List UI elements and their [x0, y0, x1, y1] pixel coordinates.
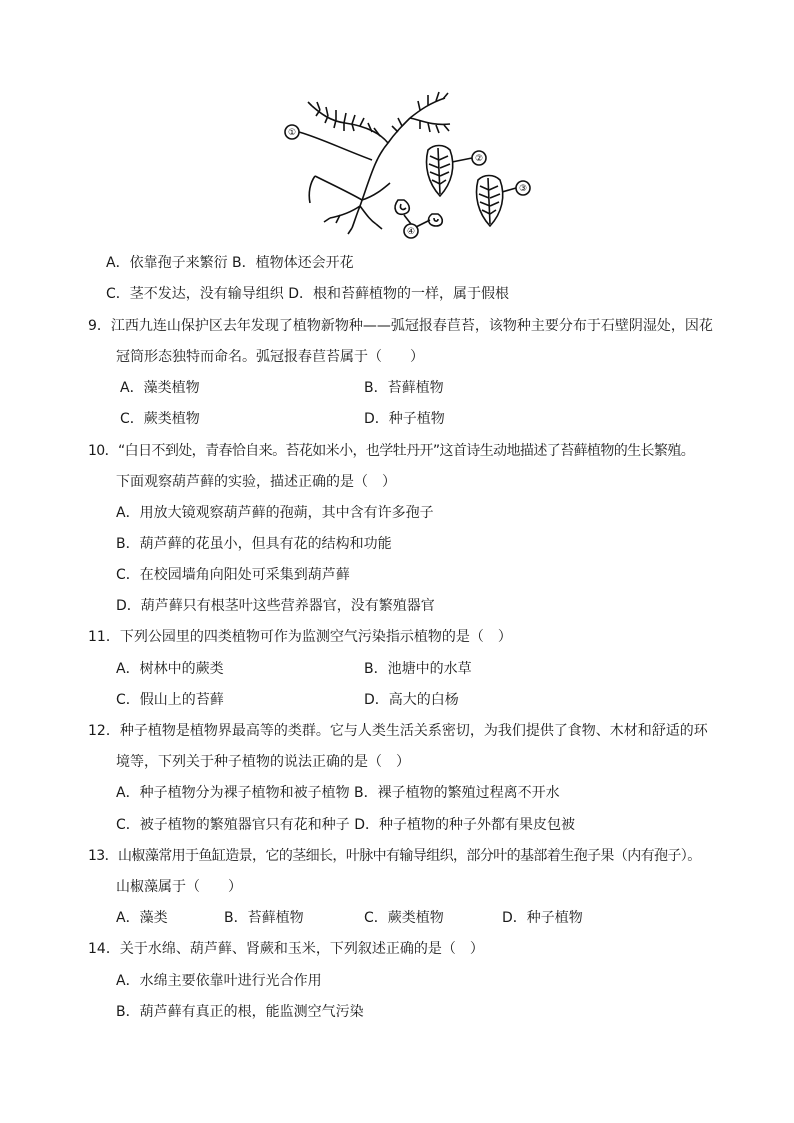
q13-option-b: B．苔藓植物 [224, 910, 304, 926]
fern-illustration [280, 88, 540, 248]
q13-option-a: A．藻类 [116, 910, 168, 926]
figure-label-3: ③ [518, 184, 528, 194]
q9-option-b: B．苔藓植物 [364, 380, 444, 396]
q12-option-ab: A．种子植物分为裸子植物和被子植物 B．裸子植物的繁殖过程离不开水 [116, 785, 560, 801]
q14-option-b: B．葫芦藓有真正的根，能监测空气污染 [116, 1004, 364, 1020]
q9-stem-line1: 9．江西九连山保护区去年发现了植物新物种——弧冠报春苣苔，该物种主要分布于石壁阴湿处，因花 [88, 318, 713, 334]
q10-option-c: C．在校园墙角向阳处可采集到葫芦藓 [116, 567, 350, 583]
q14-stem: 14．关于水绵、葫芦藓、肾蕨和玉米，下列叙述正确的是（ ） [88, 941, 484, 957]
q8-option-cd: C．茎不发达，没有输导组织 D．根和苔藓植物的一样，属于假根 [106, 286, 510, 302]
q10-stem-line2: 下面观察葫芦藓的实验，描述正确的是（ ） [116, 474, 396, 490]
q13-option-d: D．种子植物 [502, 910, 583, 926]
q11-option-d: D．高大的白杨 [364, 692, 459, 708]
q8-option-ab: A．依靠孢子来繁衍 B．植物体还会开花 [106, 255, 354, 271]
fern-plant-drawing [285, 92, 530, 238]
q12-stem-line2: 境等，下列关于种子植物的说法正确的是（ ） [116, 754, 410, 770]
q13-stem-line2: 山椒藻属于（ ） [116, 879, 242, 895]
figure-label-1: ① [287, 128, 297, 138]
q13-stem-line1: 13．山椒藻常用于鱼缸造景，它的茎细长，叶脉中有输导组织，部分叶的基部着生孢子果（内有孢子）。 [88, 848, 701, 864]
q10-option-a: A．用放大镜观察葫芦藓的孢蒴，其中含有许多孢子 [116, 505, 434, 521]
q13-option-c: C．蕨类植物 [364, 910, 444, 926]
q9-option-a: A．藻类植物 [120, 380, 200, 396]
q10-option-b: B．葫芦藓的花虽小，但具有花的结构和功能 [116, 536, 392, 552]
q10-option-d: D．葫芦藓只有根茎叶这些营养器官，没有繁殖器官 [116, 598, 435, 614]
q11-option-b: B．池塘中的水草 [364, 661, 472, 677]
q9-stem-line2: 冠筒形态独特而命名。弧冠报春苣苔属于（ ） [116, 349, 424, 365]
figure-label-4: ④ [406, 227, 416, 237]
q12-option-cd: C．被子植物的繁殖器官只有花和种子 D．种子植物的种子外都有果皮包被 [116, 817, 576, 833]
figure-label-2: ② [474, 154, 484, 164]
q11-option-a: A．树林中的蕨类 [116, 661, 224, 677]
q9-option-c: C．蕨类植物 [120, 411, 200, 427]
fern-figure [280, 88, 540, 248]
q9-option-d: D．种子植物 [364, 411, 445, 427]
q12-stem-line1: 12．种子植物是植物界最高等的类群。它与人类生活关系密切，为我们提供了食物、木材和舒适的环 [88, 723, 708, 739]
q14-option-a: A．水绵主要依靠叶进行光合作用 [116, 973, 322, 989]
q10-stem-line1: 10．“白日不到处，青春恰自来。苔花如米小，也学牡丹开”这首诗生动地描述了苔藓植物的生长繁殖。 [88, 443, 695, 459]
q11-option-c: C．假山上的苔藓 [116, 692, 224, 708]
q11-stem: 11．下列公园里的四类植物可作为监测空气污染指示植物的是（ ） [88, 629, 512, 645]
